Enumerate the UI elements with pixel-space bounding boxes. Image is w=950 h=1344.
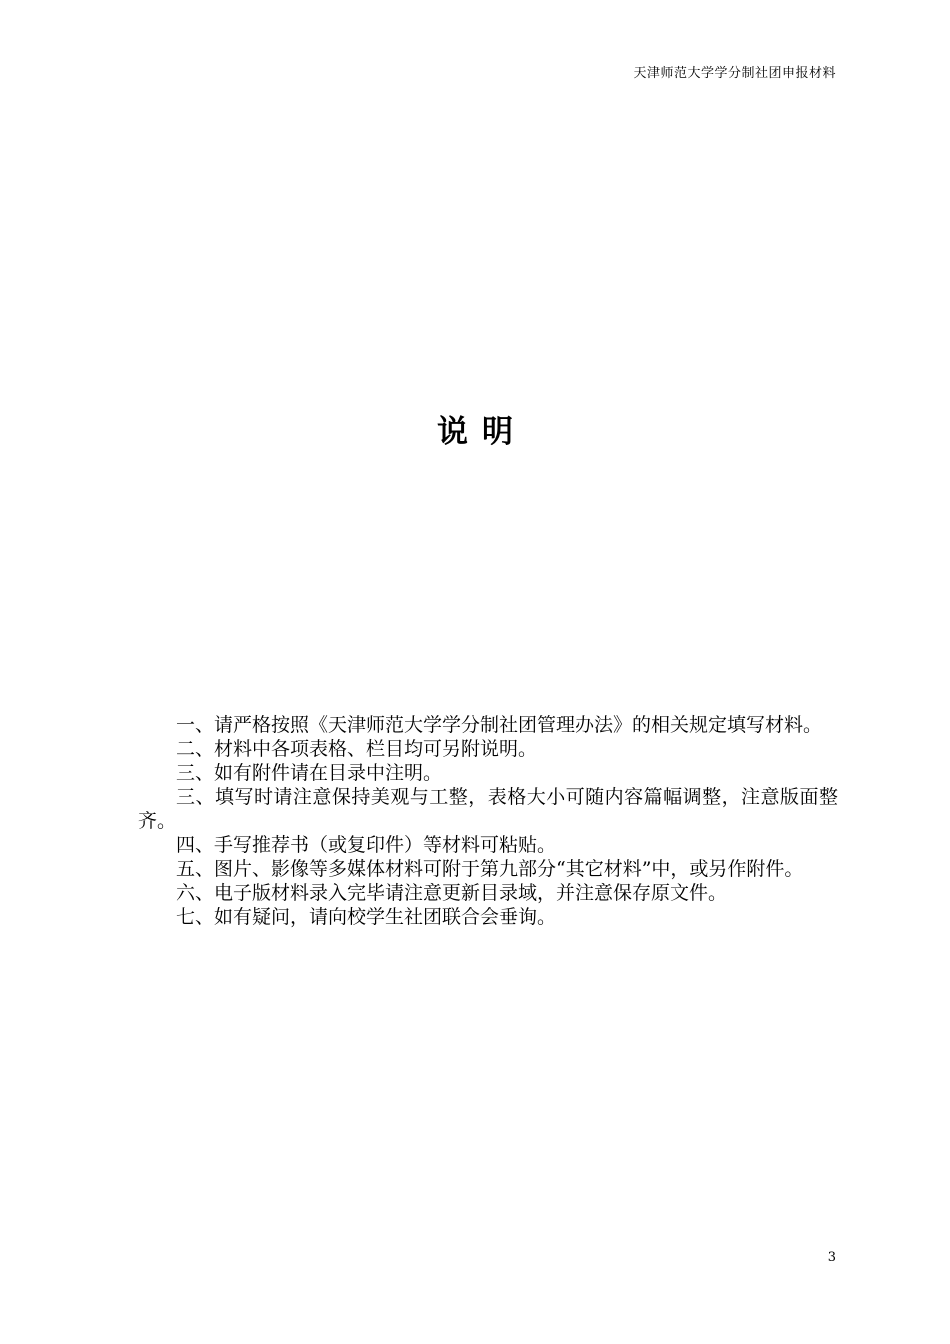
- instruction-item: 三、如有附件请在目录中注明。: [176, 762, 443, 784]
- instruction-item: 六、电子版材料录入完毕请注意更新目录域，并注意保存原文件。: [176, 882, 728, 904]
- instruction-item: 一、请严格按照《天津师范大学学分制社团管理办法》的相关规定填写材料。: [176, 714, 823, 736]
- instruction-item: 三、填写时请注意保持美观与工整，表格大小可随内容篇幅调整，注意版面整齐。: [138, 786, 838, 832]
- page-number: 3: [827, 1250, 836, 1265]
- running-header: 天津师范大学学分制社团申报材料: [633, 66, 836, 81]
- instruction-list: [138, 713, 838, 929]
- instruction-item: 二、材料中各项表格、栏目均可另附说明。: [176, 738, 538, 760]
- instruction-item: 七、如有疑问，请向校学生社团联合会垂询。: [176, 906, 557, 928]
- page-title: 说明: [437, 414, 527, 450]
- instruction-item: 五、图片、影像等多媒体材料可附于第九部分“其它材料”中，或另作附件。: [176, 858, 804, 880]
- instruction-item: 四、手写推荐书（或复印件）等材料可粘贴。: [176, 834, 557, 856]
